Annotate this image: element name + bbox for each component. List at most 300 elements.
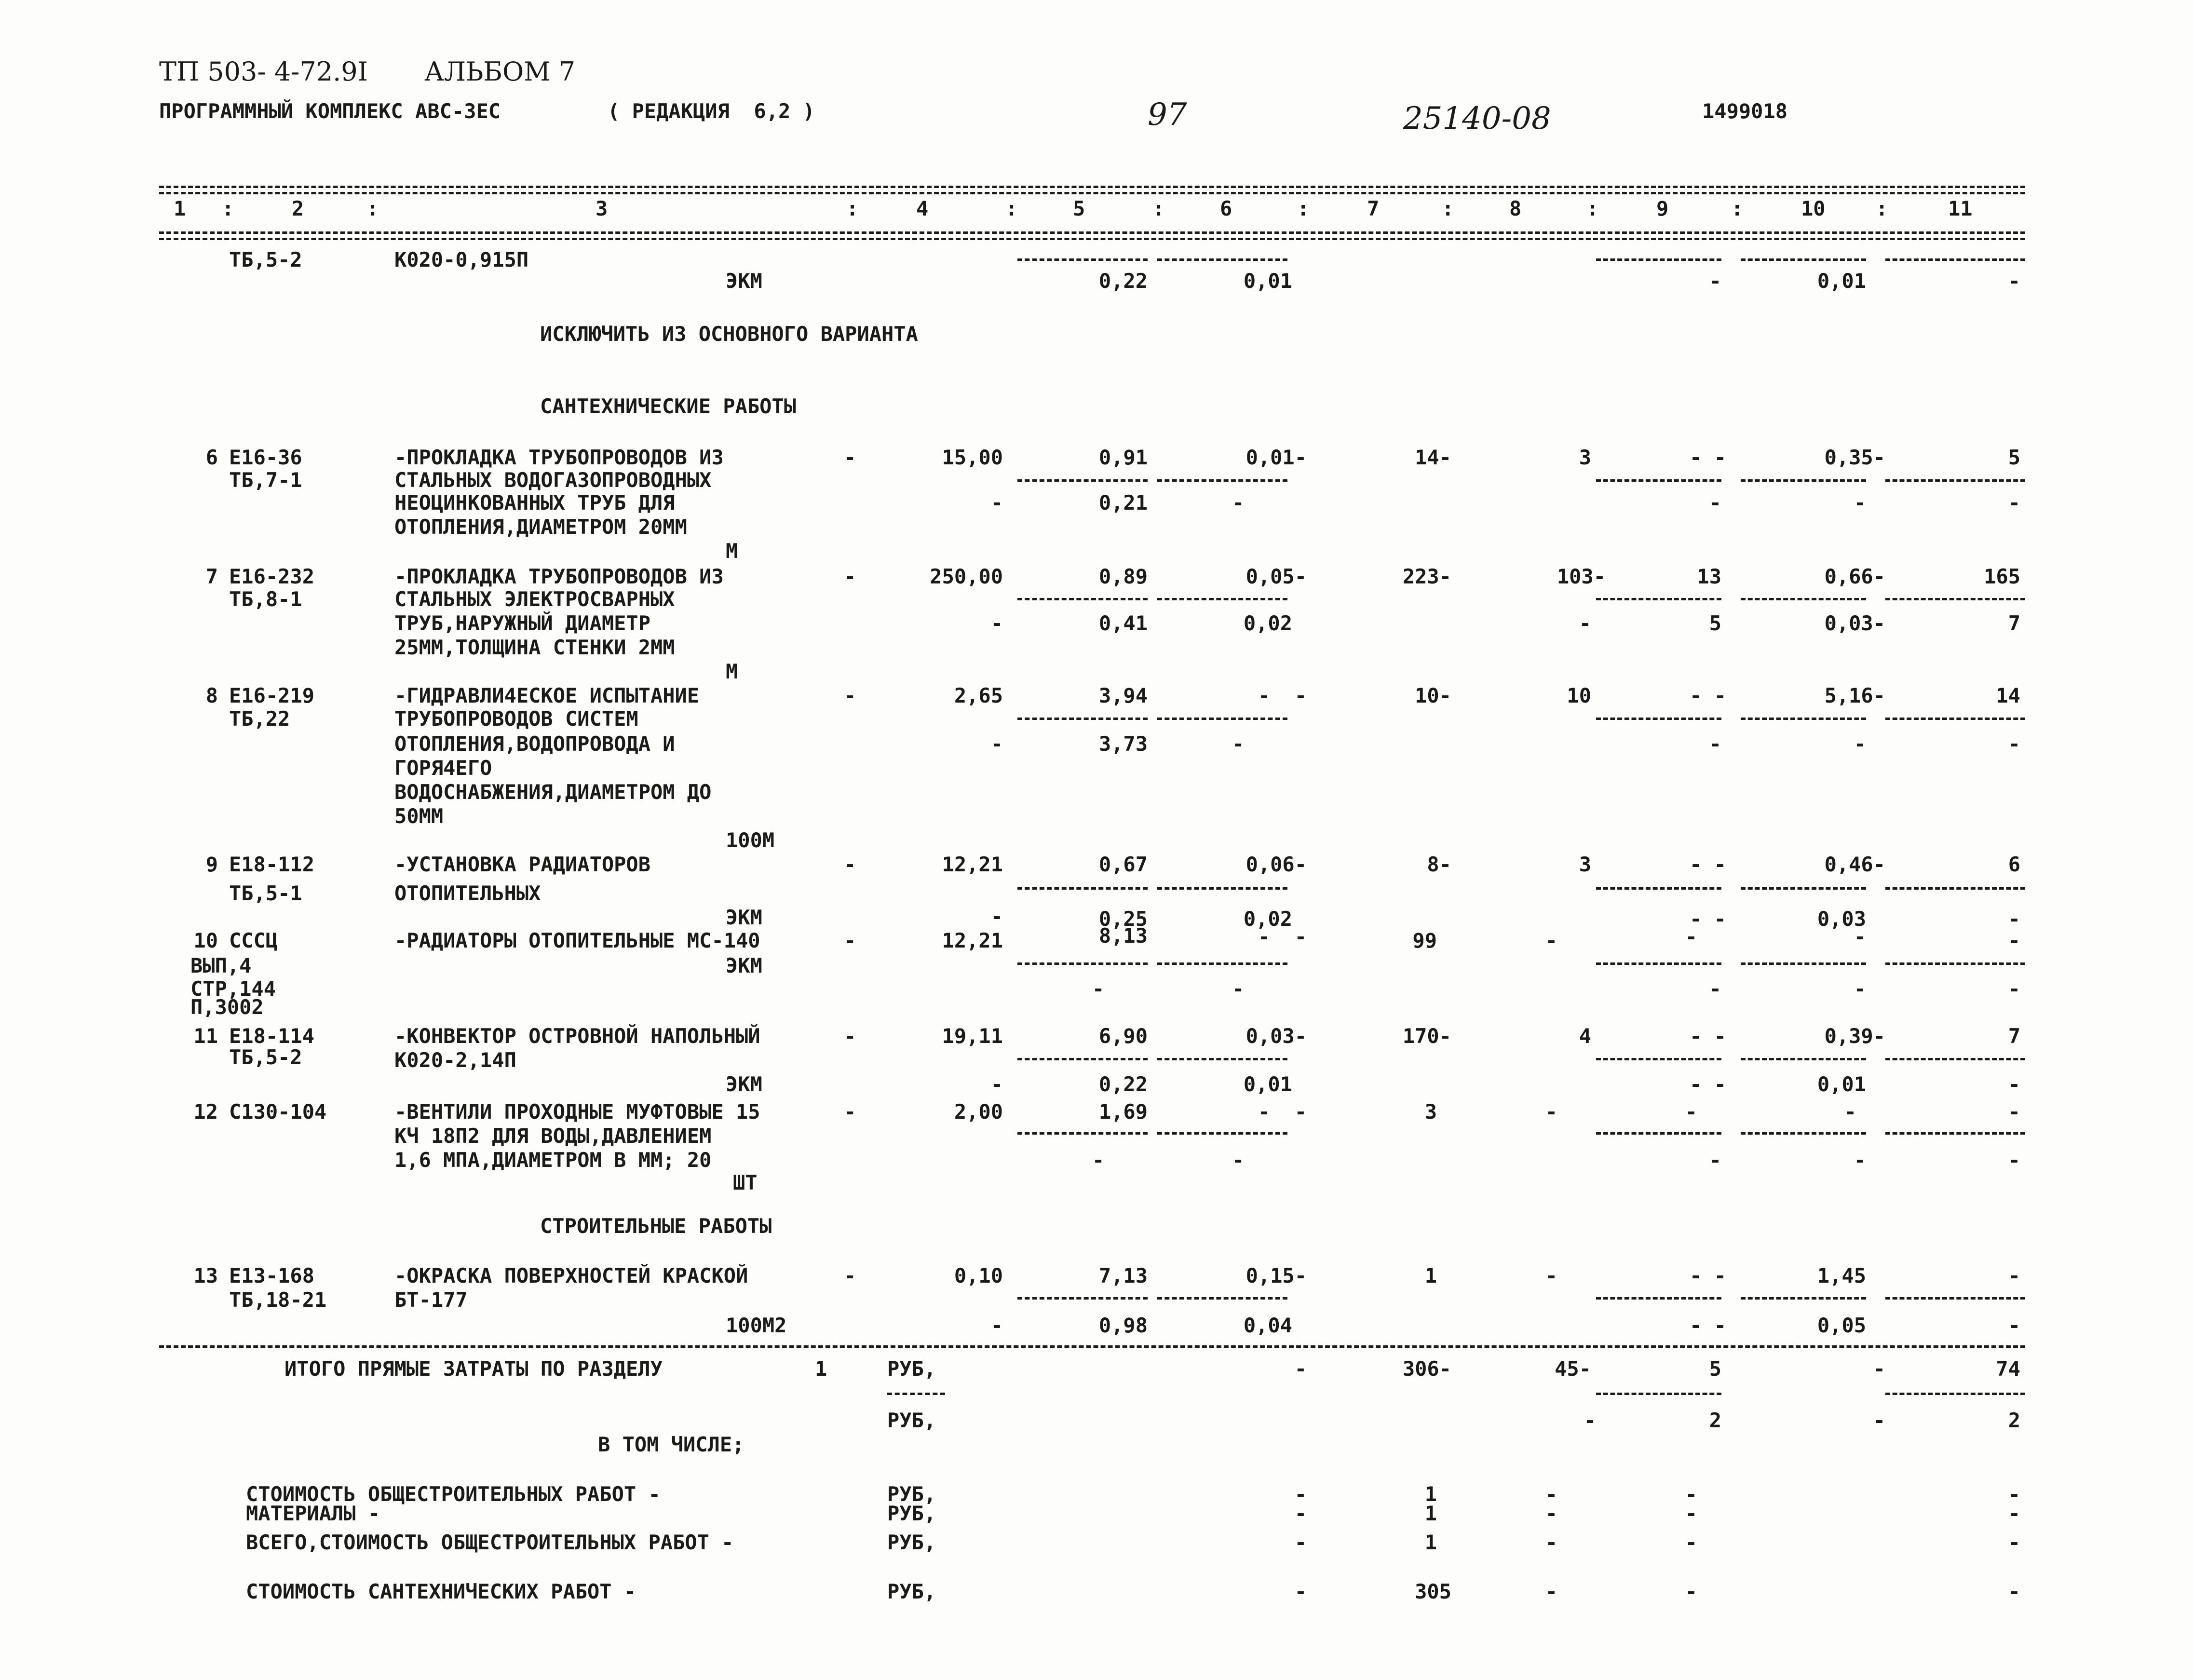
col-header-3: 3	[596, 197, 608, 220]
section-heading-sanitary: САНТЕХНИЧЕСКИЕ РАБОТЫ	[540, 394, 797, 418]
cell-c9: -	[1685, 925, 1697, 948]
cell-c11: 165	[1984, 565, 2020, 588]
row-code-sub: ТБ,5-1	[229, 881, 302, 905]
row-unit: М	[726, 660, 738, 683]
cell-c4b: -	[990, 491, 1003, 515]
cell-rule	[1741, 1132, 1866, 1135]
cell-c10: 5,16-	[1824, 684, 1885, 707]
cell-c10b: 0,03	[1817, 907, 1866, 931]
cell-c8: 4	[1579, 1024, 1591, 1048]
cell-c5: 3,94	[1098, 684, 1148, 707]
cell-c11b: -	[2008, 907, 2020, 931]
cell-c11b: -	[2008, 977, 2020, 1001]
cell-c10b: 0,01	[1817, 269, 1866, 293]
cell-rule	[1741, 962, 1866, 965]
row-description: СТАЛЬНЫХ ЭЛЕКТРОСВАРНЫХ	[394, 587, 675, 611]
table-top-rule	[159, 186, 2025, 188]
cell-rule	[1017, 887, 1148, 890]
cell-c9: 5	[1709, 1357, 1721, 1381]
cell-dash: -	[844, 853, 856, 876]
col-header-9: 9	[1656, 197, 1669, 220]
cell-c4: 19,11	[942, 1024, 1003, 1048]
cell-c9b: -	[1709, 732, 1721, 756]
document-number: 25140-08	[1403, 101, 1551, 136]
row-description: 50ММ	[394, 804, 444, 828]
cell-c10b: 0,03-	[1824, 611, 1885, 635]
cell-c9b: - -	[1690, 1314, 1726, 1337]
cell-dash: -	[844, 1264, 856, 1287]
cell-c5: 6,90	[1098, 1024, 1148, 1048]
row-description: К020-0,915П	[394, 248, 529, 271]
cell-c5: 0,89	[1098, 565, 1148, 588]
cell-c11: 5	[2008, 446, 2020, 469]
cell-c5b: 3,73	[1098, 732, 1148, 756]
cell-c10b: 0,05	[1817, 1314, 1866, 1337]
cell-c11: -	[2008, 1531, 2020, 1554]
row-code-sub: ВЫП,4	[190, 954, 252, 977]
row-description: 25ММ,ТОЛЩИНА СТЕНКИ 2ММ	[394, 636, 675, 659]
cell-rule	[1017, 1297, 1148, 1300]
cell-c10b: 0,01	[1817, 1072, 1866, 1096]
cell-c8: 3	[1579, 446, 1591, 469]
cell-rule	[1596, 479, 1721, 482]
col-header-4: 4	[916, 197, 929, 220]
row-description: -ВЕНТИЛИ ПРОХОДНЫЕ МУФТОВЫЕ 15	[394, 1100, 760, 1124]
cell-rule	[1596, 598, 1721, 600]
cell-c11b: -	[2008, 491, 2020, 515]
row-number: 8	[205, 684, 218, 707]
col-header-11: 11	[1948, 197, 1973, 220]
cell-rule	[1596, 1132, 1721, 1135]
cell-rule	[1157, 258, 1287, 261]
cell-c11b: 7	[2008, 611, 2020, 635]
col-header-5: 5	[1073, 197, 1085, 220]
col-header-7: 7	[1367, 197, 1380, 220]
cell-rule	[1885, 1058, 2025, 1060]
col-sep: :	[1297, 197, 1310, 220]
cell-c6b: -	[1232, 1148, 1245, 1172]
col-header-1: 1	[174, 197, 186, 220]
cell-c8: -	[1545, 1502, 1557, 1525]
cell-c7: 170-	[1402, 1024, 1451, 1048]
cell-c8: 10	[1567, 684, 1591, 707]
row-code-sub: ТБ,18-21	[229, 1288, 327, 1312]
cell-c10: -	[1844, 1100, 1856, 1124]
cell-c9b: - -	[1690, 1072, 1726, 1096]
cell-dash: -	[844, 684, 856, 707]
cell-rule	[1596, 962, 1721, 965]
cell-c7: 10-	[1415, 684, 1451, 707]
cell-c11: -	[2008, 929, 2020, 952]
cell-rule	[1885, 258, 2025, 261]
row-unit: М	[726, 539, 738, 563]
cell-c4b: -	[990, 905, 1003, 928]
cell-c11b: 2	[2008, 1409, 2020, 1432]
cell-c5: 7,13	[1098, 1264, 1148, 1287]
cell-c6: 0,06-	[1245, 853, 1307, 876]
cell-rule	[1017, 962, 1148, 965]
cell-c5b: -	[1092, 1148, 1105, 1172]
cell-c9: -	[1685, 1580, 1697, 1603]
cell-rule	[1157, 1058, 1287, 1060]
cell-c4b: -	[990, 611, 1003, 635]
currency-label: РУБ,	[887, 1580, 936, 1603]
cell-c7: 305	[1415, 1580, 1451, 1603]
page-number: 97	[1148, 97, 1187, 133]
cell-c11: -	[2008, 1100, 2020, 1124]
cell-c8: -	[1545, 1264, 1557, 1287]
cell-c7: 1	[1424, 1502, 1437, 1525]
row-unit: ЭКМ	[726, 954, 762, 977]
row-description: -ПРОКЛАДКА ТРУБОПРОВОДОВ ИЗ	[394, 565, 724, 588]
cell-rule	[1157, 718, 1287, 720]
row-code-sub: ТБ,22	[229, 707, 290, 731]
cell-c6b: -	[1232, 732, 1245, 756]
row-number: 6	[205, 446, 218, 469]
row-description: НЕОЦИНКОВАННЫХ ТРУБ ДЛЯ	[394, 491, 675, 515]
cell-c5b: 0,22	[1098, 1072, 1148, 1096]
cell-c6b: 0,01	[1243, 1072, 1292, 1096]
cell-c10b: -	[1854, 491, 1866, 515]
cell-c10b: -	[1854, 977, 1866, 1001]
cell-c4: 0,10	[954, 1264, 1003, 1287]
row-description: ОТОПЛЕНИЯ,ДИАМЕТРОМ 20ММ	[394, 515, 687, 539]
cell-c7: 1	[1424, 1531, 1437, 1554]
cell-c9: - -	[1690, 1024, 1726, 1048]
cell-c6b: -	[1232, 491, 1245, 515]
cell-c10: 0,66-	[1824, 565, 1885, 588]
cell-rule	[1741, 479, 1866, 482]
cell-c11: -	[2008, 1502, 2020, 1525]
row-description: ОТОПИТЕЛЬНЫХ	[394, 881, 541, 905]
row-description: СТАЛЬНЫХ ВОДОГАЗОПРОВОДНЫХ	[394, 468, 712, 492]
cell-rule	[1741, 258, 1866, 261]
cell-rule	[1596, 1393, 1721, 1395]
row-description: ВОДОСНАБЖЕНИЯ,ДИАМЕТРОМ ДО	[394, 780, 712, 804]
col-sep: :	[222, 197, 234, 220]
cell-rule	[1596, 887, 1721, 890]
cell-rule	[1885, 962, 2025, 965]
row-description: ТРУБ,НАРУЖНЫЙ ДИАМЕТР	[394, 611, 651, 635]
cell-c11b: -	[2008, 1314, 2020, 1337]
currency-label: РУБ,	[887, 1531, 936, 1554]
cell-c9: - -	[1690, 1264, 1726, 1287]
cell-rule	[1157, 598, 1287, 600]
cell-c11: -	[2008, 1264, 2020, 1287]
cell-c6: - -	[1258, 925, 1307, 948]
cell-c10: 0,39-	[1824, 1024, 1885, 1048]
cell-c6: 0,03-	[1245, 1024, 1307, 1048]
totals-section-number: 1	[815, 1357, 827, 1381]
cell-c9: - -	[1690, 446, 1726, 469]
cell-rule	[1885, 887, 2025, 890]
cell-rule	[1741, 718, 1866, 720]
row-number: 11	[193, 1024, 218, 1048]
drawing-reference: ТП 503- 4-72.9I	[159, 56, 368, 87]
col-sep: :	[846, 197, 859, 220]
cell-c6b: -	[1232, 977, 1245, 1001]
row-description: -КОНВЕКТОР ОСТРОВНОЙ НАПОЛЬНЫЙ	[394, 1024, 760, 1048]
cell-c7: 3	[1424, 1100, 1437, 1124]
row-unit: 100М2	[726, 1314, 787, 1337]
cell-rule	[1157, 1297, 1287, 1300]
cell-c7: 99	[1412, 929, 1437, 952]
cell-c6: -	[1294, 1531, 1307, 1554]
edition-label: ( РЕДАКЦИЯ 6,2 )	[608, 99, 815, 123]
cell-c9: 13	[1697, 565, 1721, 588]
currency-label: РУБ,	[887, 1357, 936, 1381]
cell-c6: -	[1294, 1482, 1307, 1506]
cell-c4: 2,65	[954, 684, 1003, 707]
program-name: ПРОГРАММНЫЙ КОМПЛЕКС АВС-3ЕС	[159, 99, 501, 123]
cell-c9: - -	[1690, 684, 1726, 707]
summary-label: СТОИМОСТЬ ОБЩЕСТРОИТЕЛЬНЫХ РАБОТ -	[246, 1482, 661, 1506]
row-number: 10	[193, 929, 218, 952]
cell-c9: -	[1685, 1100, 1697, 1124]
row-number: 9	[205, 853, 218, 876]
cell-c4b: -	[990, 1314, 1003, 1337]
cell-c5b: 0,25	[1098, 907, 1148, 931]
currency-label: РУБ,	[887, 1502, 936, 1525]
cell-rule	[1596, 258, 1721, 261]
cell-c11: 7	[2008, 1024, 2020, 1048]
header-bottom-rule-2	[159, 238, 2025, 240]
cell-c4b: -	[990, 1072, 1003, 1096]
row-description: -ОКРАСКА ПОВЕРХНОСТЕЙ КРАСКОЙ	[394, 1264, 748, 1287]
cell-c11b: -	[2008, 732, 2020, 756]
cell-c10b: -	[1854, 732, 1866, 756]
cell-c5b: 0,21	[1098, 491, 1148, 515]
cell-rule	[1157, 1132, 1287, 1135]
col-sep: :	[1152, 197, 1165, 220]
cell-c6: - -	[1258, 1100, 1307, 1124]
cell-c7: 14-	[1415, 446, 1451, 469]
cell-rule	[1885, 1393, 2025, 1395]
totals-label: ИТОГО ПРЯМЫЕ ЗАТРАТЫ ПО РАЗДЕЛУ	[284, 1357, 663, 1381]
cell-c11: 6	[2008, 853, 2020, 876]
album-label: АЛЬБОМ 7	[424, 56, 576, 87]
row-description: ОТОПЛЕНИЯ,ВОДОПРОВОДА И	[394, 732, 675, 756]
row-description: ТРУБОПРОВОДОВ СИСТЕМ	[394, 707, 638, 731]
row-code-sub: ТБ,8-1	[229, 587, 302, 611]
row-number: 13	[193, 1264, 218, 1287]
cell-c11: -	[2008, 1482, 2020, 1506]
cell-c10: 0,35-	[1824, 446, 1885, 469]
cell-c10: 0,46-	[1824, 853, 1885, 876]
cell-c5: 0,67	[1098, 853, 1148, 876]
cell-c11: 14	[1996, 684, 2020, 707]
col-header-10: 10	[1801, 197, 1826, 220]
col-sep: :	[366, 197, 379, 220]
cell-c9: -	[1685, 1531, 1697, 1554]
totals-rule	[159, 1345, 2025, 1348]
cell-c11b: -	[2008, 1072, 2020, 1096]
cell-c7: 306-	[1402, 1357, 1451, 1381]
cell-c7: 1	[1424, 1264, 1437, 1287]
cell-c6b: 0,04	[1243, 1314, 1292, 1337]
cell-c8: -	[1545, 929, 1557, 952]
row-code: Е16-232	[229, 565, 315, 588]
row-description: -УСТАНОВКА РАДИАТОРОВ	[394, 853, 651, 876]
row-code: ТБ,5-2	[229, 248, 302, 271]
cell-c4: 250,00	[930, 565, 1003, 588]
cell-rule	[1596, 1058, 1721, 1060]
row-code-sub: ТБ,5-2	[229, 1045, 302, 1069]
cell-c8b: -	[1584, 1409, 1596, 1432]
row-code: СССЦ	[229, 929, 278, 952]
cell-c8: 45-	[1555, 1357, 1591, 1381]
cell-rule	[1157, 887, 1287, 890]
cell-rule	[1885, 598, 2025, 600]
row-description: 1,6 МПА,ДИАМЕТРОМ В ММ; 20	[394, 1148, 712, 1172]
cell-c7: 223-	[1402, 565, 1451, 588]
cell-rule	[1017, 1058, 1148, 1060]
col-sep: :	[1876, 197, 1888, 220]
col-sep: :	[1731, 197, 1744, 220]
cell-c6: 0,05-	[1245, 565, 1307, 588]
cell-c6: -	[1294, 1502, 1307, 1525]
row-description: ГОРЯ4ЕГО	[394, 756, 492, 780]
cell-c4: 12,21	[942, 853, 1003, 876]
cell-rule	[1741, 598, 1866, 600]
cell-dash: -	[844, 1024, 856, 1048]
cell-c6b: 0,02	[1243, 907, 1292, 931]
col-header-2: 2	[292, 197, 304, 220]
summary-label: МАТЕРИАЛЫ -	[246, 1502, 380, 1525]
cell-c5b: 0,98	[1098, 1314, 1148, 1337]
cell-c10b: -	[1854, 1148, 1866, 1172]
cell-c11: -	[2008, 1580, 2020, 1603]
row-description: -ПРОКЛАДКА ТРУБОПРОВОДОВ ИЗ	[394, 446, 724, 469]
row-code: Е13-168	[229, 1264, 315, 1287]
cell-rule	[1017, 479, 1148, 482]
cell-rule	[1885, 718, 2025, 720]
row-unit: 100М	[726, 828, 775, 852]
cell-c8: -	[1545, 1100, 1557, 1124]
cell-dash: -	[844, 446, 856, 469]
cell-rule	[1885, 1132, 2025, 1135]
currency-label: РУБ,	[887, 1409, 936, 1432]
row-description: -ГИДРАВЛИ4ЕСКОЕ ИСПЫТАНИЕ	[394, 684, 700, 707]
row-code: Е16-36	[229, 446, 302, 469]
cell-c9: -	[1685, 1482, 1697, 1506]
cell-c8: 3	[1579, 853, 1591, 876]
cell-c9: -	[1685, 1502, 1697, 1525]
cell-c6: 0,01-	[1245, 446, 1307, 469]
cell-c8: 103-	[1557, 565, 1606, 588]
cell-c9b: -	[1709, 1148, 1721, 1172]
cell-c6: -	[1294, 1580, 1307, 1603]
cell-c8b: -	[1579, 611, 1591, 635]
cell-c4: 15,00	[942, 446, 1003, 469]
cell-c6b: 0,01	[1243, 269, 1292, 293]
cell-rule	[1017, 598, 1148, 600]
row-code: Е16-219	[229, 684, 315, 707]
cell-dash: -	[844, 565, 856, 588]
cell-c9b: -	[1709, 977, 1721, 1001]
cell-c9: - -	[1690, 853, 1726, 876]
cell-rule	[1157, 479, 1287, 482]
currency-label: РУБ,	[887, 1482, 936, 1506]
cell-c6b: 0,02	[1243, 611, 1292, 635]
row-code-sub: ТБ,7-1	[229, 468, 302, 492]
cell-c7: 8-	[1427, 853, 1451, 876]
cell-c9b: -	[1709, 269, 1721, 293]
cell-c5: 1,69	[1098, 1100, 1148, 1124]
summary-label: ВСЕГО,СТОИМОСТЬ ОБЩЕСТРОИТЕЛЬНЫХ РАБОТ -	[246, 1531, 734, 1554]
cell-rule	[1017, 718, 1148, 720]
cell-c9b: 5	[1709, 611, 1721, 635]
col-sep: :	[1005, 197, 1018, 220]
cell-c8: -	[1545, 1580, 1557, 1603]
cell-c4b: -	[990, 732, 1003, 756]
cell-c8: -	[1545, 1482, 1557, 1506]
cell-c6: - -	[1258, 684, 1307, 707]
cell-c9b: -	[1709, 491, 1721, 515]
col-header-8: 8	[1509, 197, 1522, 220]
cell-c4: 12,21	[942, 929, 1003, 952]
row-unit: ЭКМ	[726, 1072, 762, 1096]
row-unit: ЭКМ	[726, 269, 762, 293]
cell-c5b: 0,22	[1098, 269, 1148, 293]
cell-c10b: -	[1873, 1409, 1885, 1432]
document-code: 1499018	[1702, 99, 1788, 123]
summary-label: СТОИМОСТЬ САНТЕХНИЧЕСКИХ РАБОТ -	[246, 1580, 636, 1603]
cell-c10: 1,45	[1817, 1264, 1866, 1287]
row-unit: ШТ	[733, 1171, 758, 1194]
row-description: КЧ 18П2 ДЛЯ ВОДЫ,ДАВЛЕНИЕМ	[394, 1124, 712, 1148]
col-sep: :	[1442, 197, 1454, 220]
cell-c5: 0,91	[1098, 446, 1148, 469]
cell-rule	[1596, 1297, 1721, 1300]
cell-c6: -	[1294, 1357, 1307, 1381]
row-code: С130-104	[229, 1100, 327, 1124]
row-description: К020-2,14П	[394, 1048, 516, 1072]
cell-dash: -	[844, 929, 856, 952]
cell-c7: 1	[1424, 1482, 1437, 1506]
row-unit: ЭКМ	[726, 906, 762, 929]
cell-rule	[1741, 1297, 1866, 1300]
row-code: Е18-114	[229, 1024, 315, 1048]
section-heading-exclude: ИСКЛЮЧИТЬ ИЗ ОСНОВНОГО ВАРИАНТА	[540, 322, 918, 346]
cell-rule	[1741, 887, 1866, 890]
row-code: Е18-112	[229, 853, 315, 876]
cell-rule	[1157, 962, 1287, 965]
cell-c10: -	[1854, 925, 1866, 948]
cell-c10: -	[1873, 1357, 1885, 1381]
header-bottom-rule	[159, 231, 2025, 234]
row-description: БТ-177	[394, 1288, 468, 1312]
cell-rule	[1596, 718, 1721, 720]
cell-c8: -	[1545, 1531, 1557, 1554]
table-top-rule-2	[159, 192, 2025, 194]
row-number: 12	[193, 1100, 218, 1124]
col-sep: :	[1586, 197, 1599, 220]
cell-rule	[1017, 258, 1148, 261]
cell-c5: 8,13	[1098, 924, 1148, 948]
cell-c11b: -	[2008, 269, 2020, 293]
col-header-6: 6	[1220, 197, 1232, 220]
cell-c6: 0,15-	[1245, 1264, 1307, 1287]
cell-c5b: 0,41	[1098, 611, 1148, 635]
cell-c9b: 2	[1709, 1409, 1721, 1432]
cell-rule	[1741, 1058, 1866, 1060]
row-description: -РАДИАТОРЫ ОТОПИТЕЛЬНЫЕ МС-140	[394, 929, 760, 952]
cell-rule	[1017, 1132, 1148, 1135]
cell-c4: 2,00	[954, 1100, 1003, 1124]
cell-c9b: - -	[1690, 907, 1726, 931]
cell-dash: -	[844, 1100, 856, 1124]
